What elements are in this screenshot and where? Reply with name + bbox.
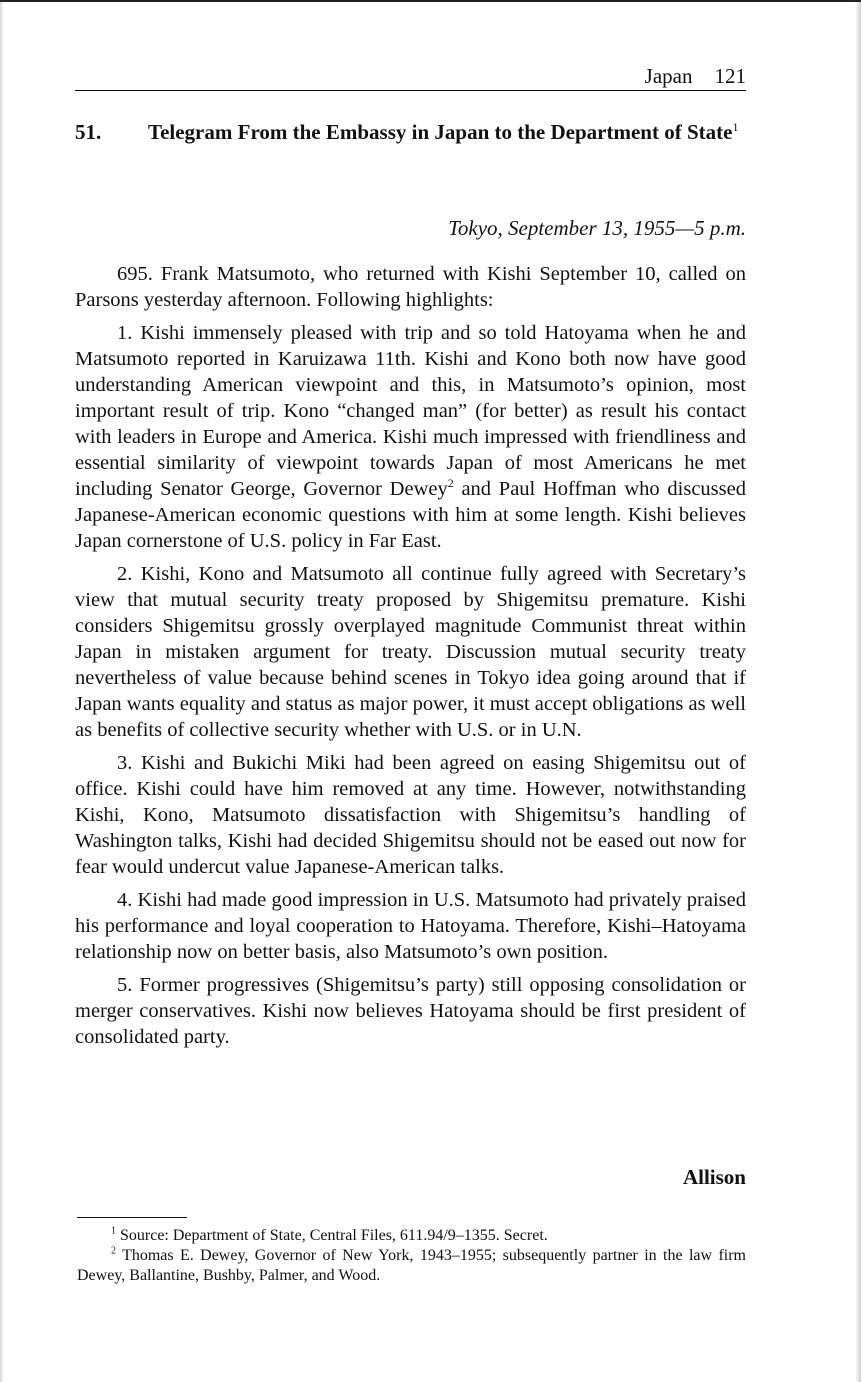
footnote-2-text: Thomas E. Dewey, Governor of New York, 1943–1955; subsequently partner in the law firm Dewey, Ballantine, Bushby, Palmer, and Wood. <box>77 1247 746 1284</box>
footnote-2 <box>77 1246 746 1286</box>
footnote-ref-1: 1 <box>732 120 739 134</box>
running-head-section: Japan <box>644 64 693 88</box>
paragraph-1-part-b: and Paul Hoffman who discussed Japanese-American economic questions with him at some length. Kishi believes Japan cornerstone of U.S. policy in Far East. <box>75 478 746 552</box>
footnote-2-mark: 2 <box>111 1245 116 1257</box>
page-number: 121 <box>714 64 746 88</box>
document-title: Telegram From the Embassy in Japan to the Department of State <box>148 120 733 144</box>
footnotes <box>77 1226 746 1286</box>
page-edge-left <box>0 2 4 1382</box>
signature: Allison <box>682 1165 746 1189</box>
dateline: Tokyo, September 13, 1955—5 p.m. <box>448 216 746 240</box>
paragraph-1-part-a: 1. Kishi immensely pleased with trip and so told Hatoyama when he and Matsumoto reported in Karuizawa 11th. Kishi and Kono both now have good understanding American viewpoint and this, in Matsumoto’s opinion, most important result of trip. Kono “changed man” (for better) as result his contact with leaders in Europe and America. Kishi much impressed with friendliness and essential similarity of viewpoint towards Japan of most Americans he met including Senator George, Governor Dewey <box>75 322 746 500</box>
paragraph-1 <box>75 320 746 554</box>
paragraph-5: 5. Former progressives (Shigemitsu’s party) still opposing consolidation or merger conservatives. Kishi now believes Hatoyama should be first president of consolidated party. <box>75 974 746 1048</box>
paragraph-intro: 695. Frank Matsumoto, who returned with Kishi September 10, called on Parsons yesterday afternoon. Following highlights: <box>75 263 746 311</box>
footnote-divider <box>77 1217 187 1218</box>
footnote-1 <box>77 1226 746 1246</box>
telegram-body <box>75 261 746 1057</box>
page-edge-right <box>855 2 861 1382</box>
paragraph-4: 4. Kishi had made good impression in U.S. Matsumoto had privately praised his performance and loyal cooperation to Hatoyama. Therefore, Kishi–Hatoyama relationship now on better basis, also Matsumoto’s own position. <box>75 889 746 963</box>
paragraph-3: 3. Kishi and Bukichi Miki had been agreed on easing Shigemitsu out of office. Kishi could have him removed at any time. However, notwithstanding Kishi, Kono, Matsumoto dissatisfaction with Shigemitsu’s handling of Washington talks, Kishi had decided Shigemitsu should not be eased out now for fear would undercut value Japanese-American talks. <box>75 752 746 878</box>
footnote-1-mark: 1 <box>111 1225 116 1237</box>
document-number: 51. <box>75 120 102 144</box>
footnote-ref-2: 2 <box>447 476 454 491</box>
running-header <box>75 64 746 91</box>
document-title-block <box>148 119 748 146</box>
footnote-1-text: Source: Department of State, Central Files, 611.94/9–1355. Secret. <box>116 1227 548 1244</box>
paragraph-2: 2. Kishi, Kono and Matsumoto all continue fully agreed with Secretary’s view that mutual security treaty proposed by Shigemitsu premature. Kishi considers Shigemitsu grossly overplayed magnitude Communist threat within Japan in mistaken argument for treaty. Discussion mutual security treaty nevertheless of value because behind scenes in Tokyo idea going around that if Japan wants equality and status as major power, it must accept obligations as well as benefits of collective security whether with U.S. or in U.N. <box>75 563 746 741</box>
